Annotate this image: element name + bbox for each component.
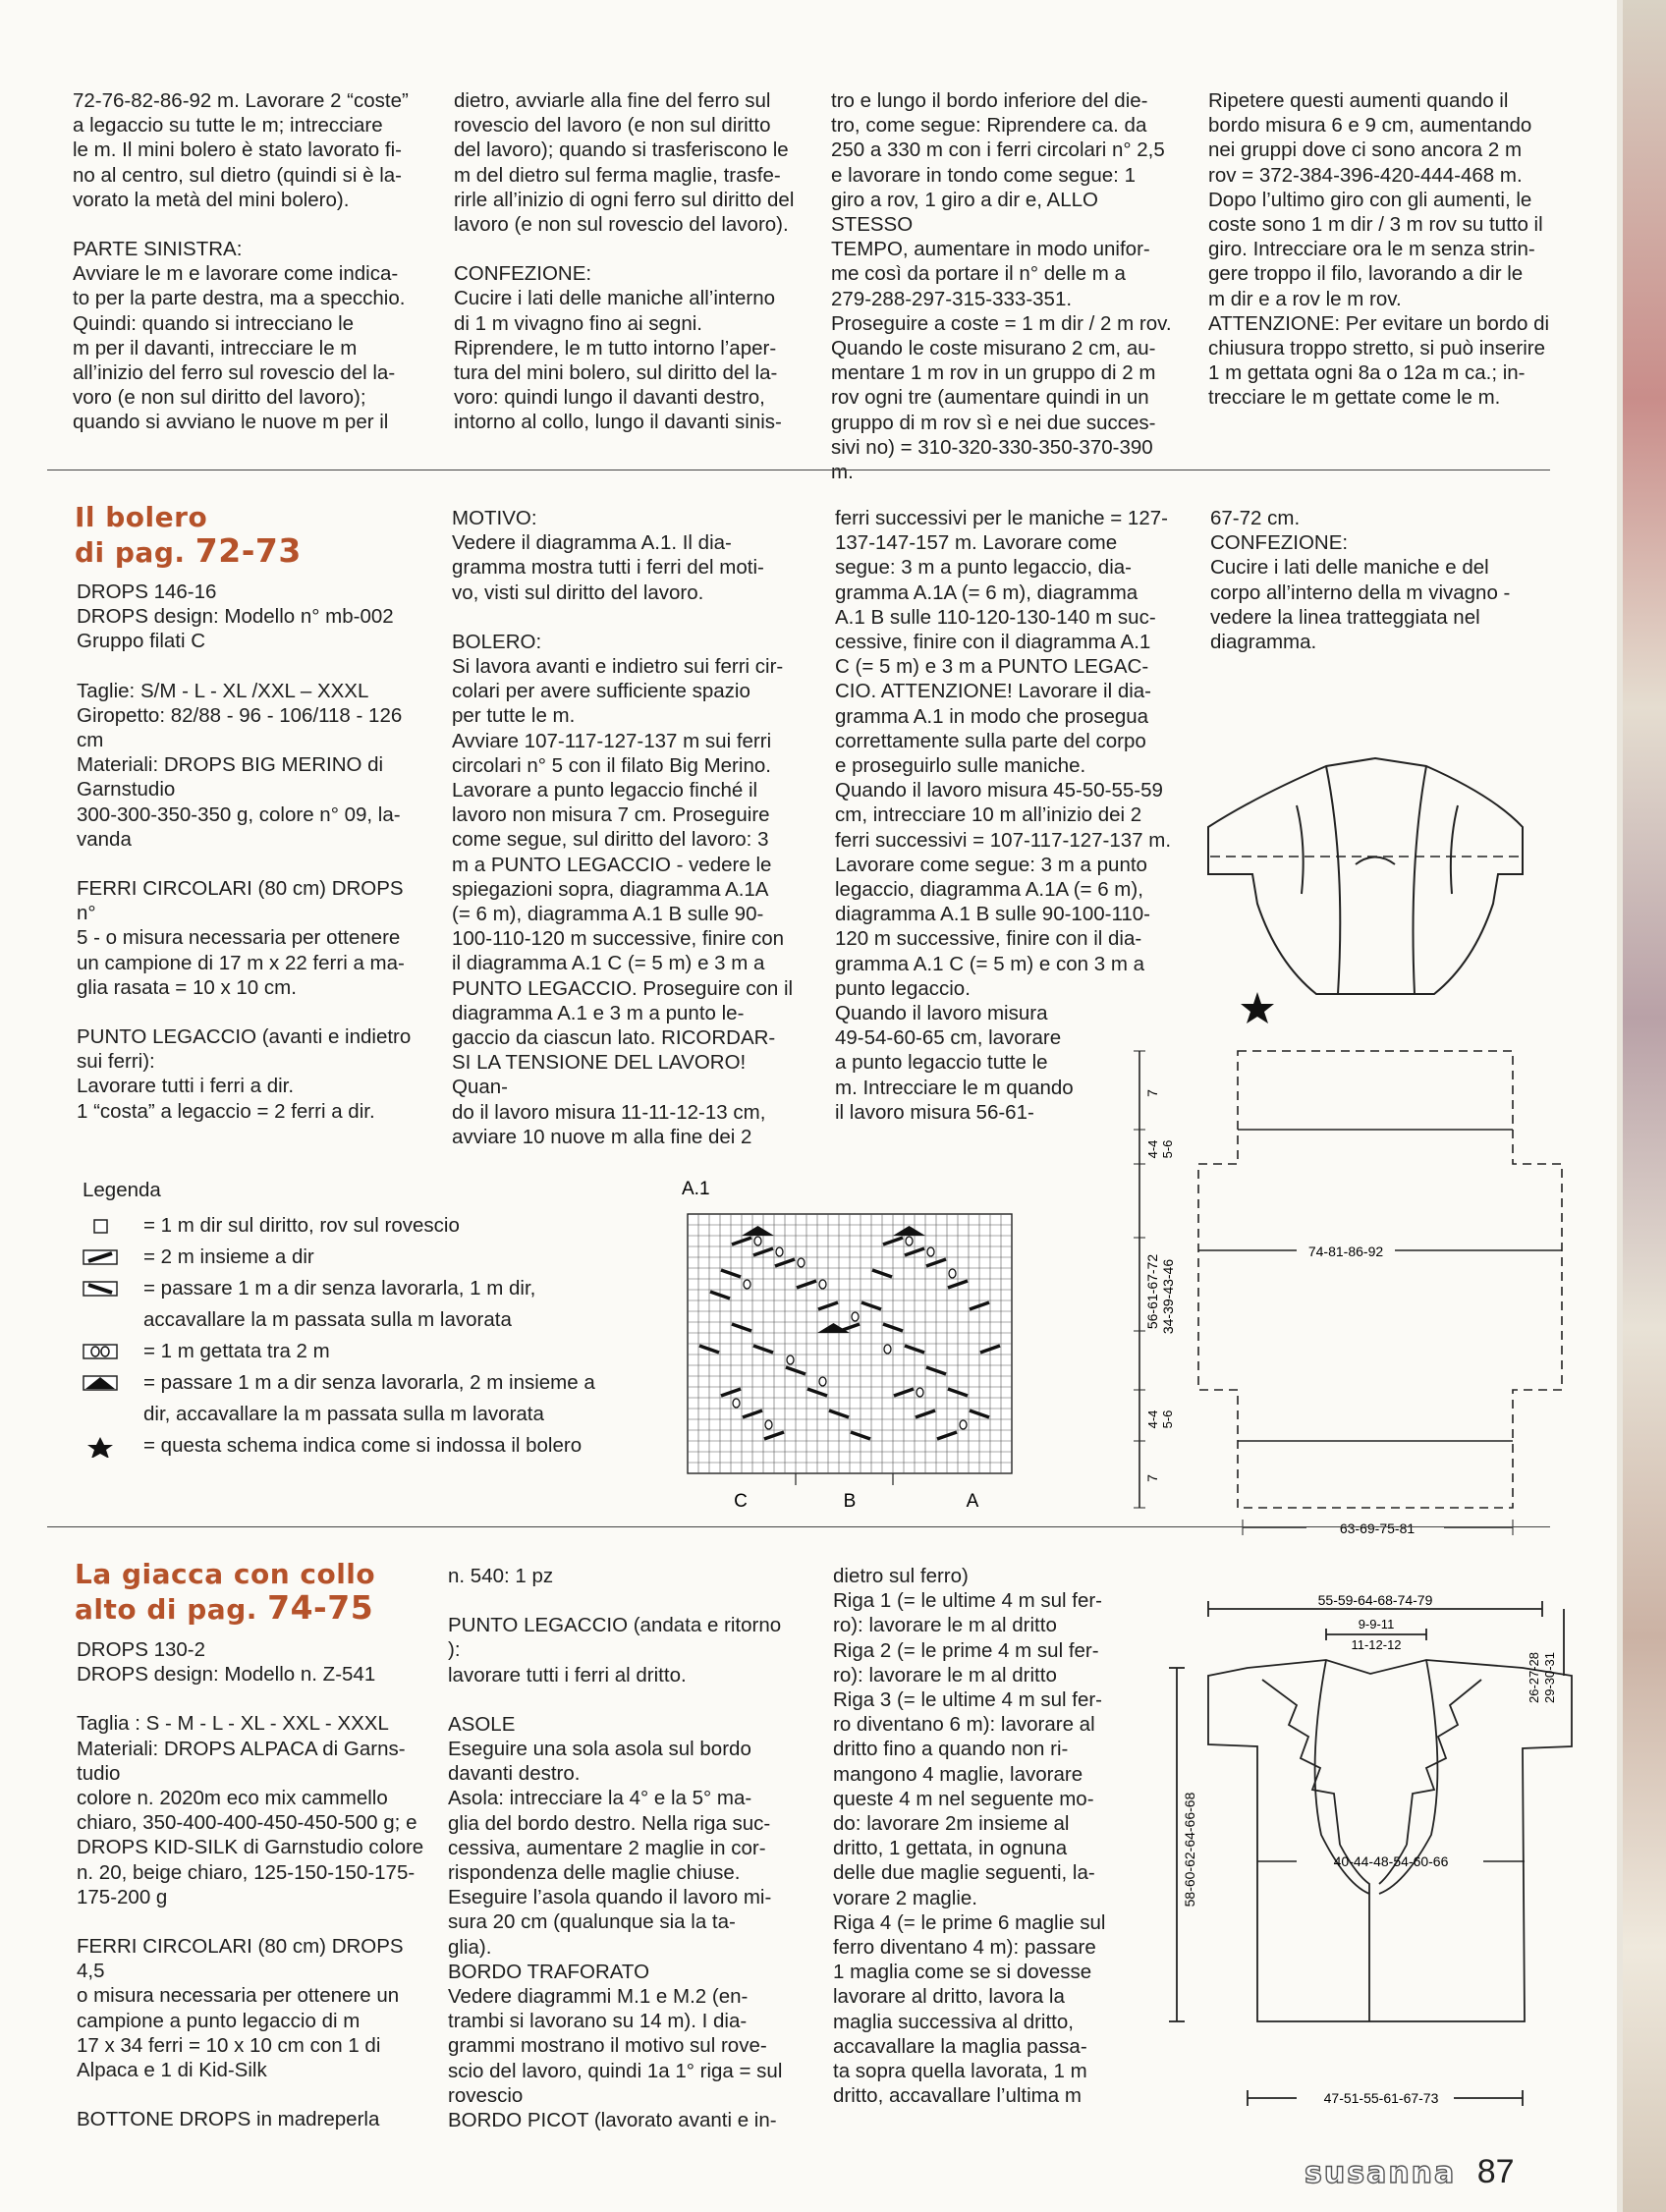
text-line: legaccio, diagramma A.1A (= 6 m), [835,878,1143,902]
giacca-column-1 [77,1637,426,2131]
text-line: CIO. ATTENZIONE! Lavorare il dia- [835,680,1152,703]
text-line: m a PUNTO LEGACCIO - vedere le [452,853,772,876]
text-line: delle due maglie seguenti, la- [833,1861,1095,1885]
text-line: scio del lavoro, quindi 1a 1° riga = sul [448,2059,783,2082]
text-line [448,1687,798,1712]
text-line: gramma A.1 in modo che prosegua [835,704,1149,728]
bolero-side-56-top: 5-6 [1160,1139,1175,1159]
text-line: nei gruppi dove ci sono ancora 2 m [1208,138,1523,162]
text-line: CONFEZIONE: [454,262,592,286]
text-line: BOTTONE DROPS in madreperla [77,2108,380,2131]
text-line: A.1 B sulle 110-120-130-140 m suc- [835,605,1156,629]
text-line: m. Intrecciare le m quando [835,1076,1074,1099]
text-line: sura 20 cm (qualunque sia la ta- [448,1910,736,1934]
text-line: corpo all’interno della m vivagno - [1210,581,1511,604]
text-line: 279-288-297-315-333-351. [831,287,1073,310]
text-line [77,1909,426,1934]
chart-a1-label-b: B [843,1491,857,1512]
text-line: Riga 4 (= le prime 6 maglie sul [833,1910,1106,1934]
text-line: 17 x 34 ferri = 10 x 10 cm con 1 di [77,2033,381,2057]
text-line: BORDO TRAFORATO [448,1960,650,1983]
text-line: mentare 1 m rov in un gruppo di 2 m [831,361,1156,385]
text-line: Avviare le m e lavorare come indica- [73,262,399,286]
text-line: rispondenza delle maglie chiuse. [448,1861,741,1885]
text-line: dietro, avviarle alla fine del ferro sul [454,89,771,112]
text-line: MOTIVO: [452,507,537,529]
text-line: Avviare 107-117-127-137 m sui ferri [452,729,772,752]
text-line: mangono 4 maglie, lavorare [833,1762,1083,1786]
text-line [77,852,426,876]
skpo-icon [83,1280,118,1298]
text-line: ferro diventano 4 m): passare [833,1936,1096,1960]
text-line: tro, come segue: Riprendere ca. da [831,114,1147,138]
text-line [454,237,804,261]
page-footer [1305,2153,1515,2191]
text-line: dritto, accavallare l’ultima m [833,2084,1082,2108]
bolero-side-56-bottom: 5-6 [1160,1410,1175,1429]
chart-a1-label-c: C [734,1491,748,1512]
giacca-title-line1: La giacca con collo [75,1558,376,1590]
text-line: 1 maglia come se si dovesse [833,1961,1092,1984]
section-divider-2 [47,1526,1550,1527]
giacca-top-width-label: 55-59-64-68-74-79 [1317,1592,1433,1608]
text-line: ATTENZIONE: Per evitare un bordo di [1208,311,1550,335]
text-line: del lavoro); quando si trasferiscono le [454,138,789,162]
text-line: Eseguire l’asola quando il lavoro mi- [448,1886,772,1909]
text-line: glia). [448,1935,492,1959]
giacca-neck-label-2: 11-12-12 [1351,1637,1402,1652]
bolero-column-3 [835,506,1185,1125]
text-line: DROPS 146-16 [77,581,217,603]
yarn-over-icon [83,1343,118,1360]
text-line: me così da portare il n° delle m a [831,262,1126,286]
yarn-over-mark [787,1355,794,1364]
legend-item-skpo: = passare 1 m a dir senza lavorarla, 1 m dir, [83,1273,595,1304]
legend [83,1175,595,1462]
text-line: davanti destro. [448,1762,581,1786]
text-line: Riga 3 (= le ultime 4 m sul fer- [833,1688,1102,1712]
text-line: il lavoro misura 56-61- [835,1100,1034,1124]
star-icon [1241,992,1274,1023]
bolero-title-line1: Il bolero [75,501,208,533]
text-line: DROPS KID-SILK di Garnstudio colore [77,1836,424,1859]
yarn-over-mark [949,1269,956,1278]
page-number: 87 [1476,2153,1515,2190]
bolero-title [75,501,302,570]
text-line [77,1687,426,1711]
text-line: chiaro, 350-400-400-450-450-500 g; e [77,1811,417,1835]
text-line: 120 m successive, finire con il dia- [835,927,1142,951]
sk2po-icon [83,1374,118,1392]
top-column-4 [1208,88,1558,411]
text-line: rovescio [448,2083,524,2107]
text-line: Ripetere questi aumenti quando il [1208,89,1509,112]
giacca-bottom-width-label: 47-51-55-61-67-73 [1323,2090,1439,2106]
text-line: cm [77,729,104,752]
text-line: Riprendere, le m tutto intorno l’aper- [454,336,777,359]
yarn-over-mark [819,1377,826,1386]
text-line: Taglia : S - M - L - XL - XXL - XXXL [77,1712,389,1736]
chart-a1 [678,1175,1031,1519]
bolero-bottom-label: 63-69-75-81 [1339,1521,1416,1536]
text-line: 5 - o misura necessaria per ottenere [77,926,401,950]
bolero-worn-diagram [1198,747,1532,1031]
text-line [448,1588,798,1613]
text-line: colore n. 2020m eco mix cammello [77,1787,388,1810]
text-line: 1 m gettata ogni 8a o 12a m ca.; in- [1208,361,1526,385]
yarn-over-mark [960,1420,967,1429]
yarn-over-mark [906,1237,913,1245]
text-line: a punto legaccio tutte le [835,1051,1048,1075]
text-line: per tutte le m. [452,704,576,728]
text-line: trambi si lavorano su 14 m). I dia- [448,2010,748,2033]
text-line: 67-72 cm. [1210,507,1301,529]
text-line: ro diventano 6 m): lavorare al [833,1713,1095,1737]
text-line: rov ogni tre (aumentare quindi in un [831,386,1149,410]
text-line: avviare 10 nuove m alla fine dei 2 [452,1125,752,1148]
text-line: Eseguire una sola asola sul bordo [448,1738,751,1761]
giacca-schematic [1159,1589,1582,2139]
text-line: vanda [77,827,132,851]
text-line [77,2082,426,2107]
magazine-brand: susanna [1305,2156,1457,2190]
text-line: lavoro (e non sul rovescio del lavoro). [454,213,789,237]
text-line: voro (e non sul diritto del lavoro); [73,386,366,410]
text-line: Dopo l’ultimo giro con gli aumenti, le [1208,188,1532,211]
text-line: 1 “costa” a legaccio = 2 ferri a dir. [77,1099,375,1123]
text-line [73,212,422,237]
text-line: trecciare le m gettate come le m. [1208,386,1501,410]
text-line: lavorare tutti i ferri al dritto. [448,1663,687,1687]
text-line: diagramma. [1210,631,1317,654]
bolero-side-mid-label: 34-39-43-46 [1160,1258,1176,1335]
star-icon [83,1434,118,1458]
text-line: rirle all’inizio di ogni ferro sul diritto del [454,188,795,211]
text-line: lavorare al dritto, lavora la [833,1985,1065,2009]
text-line: Taglie: S/M - L - XL /XXL – XXXL [77,679,369,702]
text-line: vo, visti sul diritto del lavoro. [452,581,704,604]
legend-item-skpo-cont: accavallare la m passata sulla m lavorata [143,1308,512,1331]
text-line: PARTE SINISTRA: [73,238,243,261]
text-line: vedere la linea tratteggiata nel [1210,605,1480,629]
text-line: o misura necessaria per ottenere un [77,1984,400,2008]
text-line: 100-110-120 m successive, finire con [452,927,785,951]
text-line: m del dietro sul ferma maglie, trasfe- [454,163,781,187]
text-line: circolari n° 5 con il filato Big Merino. [452,753,771,777]
text-line: di 1 m vivagno fino ai segni. [454,311,702,335]
legend-item-yo: = 1 m gettata tra 2 m [83,1336,595,1367]
giacca-title-pages: 74-75 [267,1588,374,1627]
bolero-side-44-bottom: 4-4 [1145,1410,1160,1429]
bolero-title-line2: di pag. [75,536,186,569]
yarn-over-mark [916,1388,923,1397]
text-line: TEMPO, aumentare in modo unifor- [831,238,1150,261]
text-line: tro e lungo il bordo inferiore del die- [831,89,1148,112]
text-line: Gruppo filati C [77,630,206,653]
yarn-over-mark [754,1237,761,1245]
text-line: gaccio da ciascun lato. RICORDAR- [452,1026,776,1050]
text-line: a legaccio su tutte le m; intrecciare [73,114,383,138]
giacca-right-label-b: 29-30-31 [1542,1651,1557,1704]
text-line: sui ferri): [77,1050,155,1074]
text-line: vorare 2 maglie. [833,1886,977,1909]
text-line: diagramma A.1 B sulle 90-100-110- [835,903,1150,926]
giacca-column-2 [448,1564,798,2132]
yarn-over-mark [884,1345,891,1354]
legend-item-sk2po: = passare 1 m a dir senza lavorarla, 2 m insieme a [83,1367,595,1399]
bolero-title-pages: 72-73 [194,531,302,570]
chart-a1-title: A.1 [682,1179,710,1199]
text-line: cessiva, aumentare 2 maglie in cor- [448,1836,766,1859]
text-line: glia del bordo destro. Nella riga suc- [448,1811,771,1835]
text-line: Quindi: quando si intrecciano le [73,311,355,335]
text-line: 72-76-82-86-92 m. Lavorare 2 “coste” [73,89,409,112]
text-line: rov = 372-384-396-420-444-468 m. [1208,163,1523,187]
text-line: come segue, sul diritto del lavoro: 3 [452,828,769,852]
bolero-side-44-top: 4-4 [1145,1139,1160,1159]
text-line: Quando le coste misurano 2 cm, au- [831,337,1156,360]
text-line: tudio [77,1761,121,1785]
bolero-side-total-label: 56-61-67-72 [1144,1253,1160,1330]
text-line: quando si avviano le nuove m per il [73,411,389,434]
giacca-right-label-a: 26-27-28 [1527,1651,1541,1704]
top-column-2 [454,88,804,435]
bolero-schematic [1130,1036,1572,1537]
text-line: coste sono 1 m dir / 3 m rov su tutto il [1208,213,1543,237]
giacca-title-line2: alto di pag. [75,1593,257,1626]
yarn-over-mark [819,1280,826,1289]
text-line: C (= 5 m) e 3 m a PUNTO LEGAC- [835,655,1149,679]
text-line: PUNTO LEGACCIO. Proseguire con il [452,976,794,1000]
page-edge-background [1623,0,1666,2212]
text-line: 175-200 g [77,1885,168,1908]
text-line: DROPS design: Modello n. Z-541 [77,1663,376,1687]
text-line: diagramma A.1 e 3 m a punto le- [452,1001,745,1024]
text-line: giro a rov, 1 giro a dir e, ALLO STESSO [831,188,1098,237]
text-line: rovescio del lavoro (e non sul diritto [454,114,771,138]
text-line: m per il davanti, intrecciare le m [73,336,358,359]
k2tog-icon [83,1248,118,1266]
text-line: intorno al collo, lungo il davanti sinis- [454,411,782,434]
text-line: gramma mostra tutti i ferri del moti- [452,556,764,580]
text-line: DROPS 130-2 [77,1638,206,1661]
text-line: ferri successivi per le maniche = 127- [835,507,1168,529]
text-line: il diagramma A.1 C (= 5 m) e 3 m a [452,952,765,975]
text-line: Cucire i lati delle maniche e del [1210,556,1489,580]
text-line: Quando il lavoro misura [835,1002,1048,1025]
text-line: Lavorare come segue: 3 m a punto [835,853,1147,876]
legend-item-knit: = 1 m dir sul diritto, rov sul rovescio [83,1210,595,1242]
text-line: Alpaca e 1 di Kid-Silk [77,2059,267,2082]
text-line: CONFEZIONE: [1210,531,1349,555]
text-line: Garnstudio [77,778,176,802]
text-line: accavallare la maglia passa- [833,2034,1087,2058]
text-line: Riga 1 (= le ultime 4 m sul fer- [833,1589,1102,1613]
yarn-over-mark [765,1420,772,1429]
text-line: spiegazioni sopra, diagramma A.1A [452,877,769,901]
text-line: Lavorare tutti i ferri a dir. [77,1075,295,1098]
text-line: to per la parte destra, ma a specchio. [73,287,406,310]
yarn-over-mark [744,1280,750,1289]
text-line: correttamente sulla parte del corpo [835,729,1146,752]
text-line: voro: quindi lungo il davanti destro, [454,386,765,410]
text-line: all’inizio del ferro sul rovescio del la- [73,361,396,385]
text-line: ta sopra quella lavorata, 1 m [833,2060,1087,2083]
text-line: glia rasata = 10 x 10 cm. [77,975,297,999]
yarn-over-mark [733,1399,740,1408]
text-line: dietro sul ferro) [833,1565,969,1587]
text-line: ro): lavorare le m al dritto [833,1663,1057,1687]
text-line: Vedere il diagramma A.1. Il dia- [452,531,732,555]
text-line: ferri successivi = 107-117-127-137 m. [835,828,1172,852]
top-column-3 [831,88,1181,484]
text-line: queste 4 m nel seguente mo- [833,1787,1094,1810]
text-line: (= 6 m), diagramma A.1 B sulle 90- [452,903,764,926]
text-line: lavoro non misura 7 cm. Proseguire [452,803,770,827]
bolero-side-7-top: 7 [1144,1089,1160,1097]
text-line: SI LA TENSIONE DEL LAVORO! Quan- [452,1051,747,1099]
text-line: vorato la metà del mini bolero). [73,188,350,211]
bolero-column-1 [77,580,426,1124]
giacca-left-total-label: 58-60-62-64-66-68 [1182,1792,1197,1908]
text-line [452,605,802,630]
bolero-column-4 [1210,506,1560,654]
text-line [77,654,426,679]
bolero-column-2 [452,506,802,1149]
text-line: gramma A.1A (= 6 m), diagramma [835,581,1138,604]
text-line: campione a punto legaccio di m [77,2009,361,2032]
text-line: gruppo di m rov sì e nei due succes- [831,411,1156,434]
yarn-over-mark [852,1312,859,1321]
text-line: Asola: intrecciare la 4° e la 5° ma- [448,1787,752,1810]
text-line: e proseguirlo sulle maniche. [835,754,1086,778]
text-line: 300-300-350-350 g, colore n° 09, la- [77,802,401,826]
chart-a1-label-a: A [966,1491,979,1512]
text-line: segue: 3 m a punto legaccio, dia- [835,556,1132,580]
text-line: tura del mini bolero, sul diritto del la- [454,361,778,385]
text-line: Lavorare a punto legaccio finché il [452,779,758,802]
legend-item-k2tog: = 2 m insieme a dir [83,1242,595,1273]
top-column-1 [73,88,422,435]
text-line: un campione di 17 m x 22 ferri a ma- [77,951,405,974]
legend-title: Legenda [83,1179,161,1201]
yarn-over-mark [776,1247,783,1256]
bolero-side-7-bottom: 7 [1144,1474,1160,1482]
text-line: maglia successiva al dritto, [833,2010,1074,2033]
text-line: Cucire i lati delle maniche all’interno [454,287,776,310]
text-line: no al centro, sul dietro (quindi si è la- [73,163,403,187]
text-line: dritto fino a quando non ri- [833,1738,1069,1761]
text-line: colari per avere sufficiente spazio [452,680,750,703]
text-line: gere troppo il filo, lavorando a dir le [1208,262,1524,286]
text-line: 250 a 330 m con i ferri circolari n° 2,5 [831,138,1165,162]
text-line: 137-147-157 m. Lavorare come [835,531,1118,555]
text-line: do il lavoro misura 11-11-12-13 cm, [452,1100,766,1124]
text-line: gramma A.1 C (= 5 m) e con 3 m a [835,952,1145,975]
text-line: PUNTO LEGACCIO (avanti e indietro [77,1025,412,1049]
text-line: ASOLE [448,1712,516,1736]
chart-a1-grid [688,1214,1012,1485]
yarn-over-mark [798,1258,805,1267]
text-line: grammi mostrano il motivo sul rove- [448,2034,767,2058]
legend-item-sk2po-cont: dir, accavallare la m passata sulla m lavorata [143,1403,544,1425]
text-line: bordo misura 6 e 9 cm, aumentando [1208,114,1532,138]
text-line: n. 540: 1 pz [448,1565,554,1587]
text-line: giro. Intrecciare ora le m senza strin- [1208,238,1535,261]
text-line: Proseguire a coste = 1 m dir / 2 m rov. [831,311,1172,335]
text-line: DROPS design: Modello n° mb-002 [77,605,394,629]
giacca-column-3 [833,1564,1128,2108]
text-line: cessive, finire con il diagramma A.1 [835,631,1151,654]
legend-item-star: = questa schema indica come si indossa il bolero [83,1430,595,1462]
text-line [77,1000,426,1024]
giacca-title [75,1558,375,1627]
text-line: sivi no) = 310-320-330-350-370-390 m. [831,435,1153,484]
yarn-over-mark [927,1247,934,1256]
text-line: dritto, 1 gettata, in ognuna [833,1837,1068,1860]
text-line: cm, intrecciare 10 m all’inizio dei 2 [835,803,1142,827]
text-line: m dir e a rov le m rov. [1208,287,1402,310]
text-line: punto legaccio. [835,976,971,1000]
text-line: le m. Il mini bolero è stato lavorato fi- [73,138,402,162]
empty-square-icon [83,1217,118,1235]
text-line: 49-54-60-65 cm, lavorare [835,1026,1062,1050]
giacca-mid-width-label: 40-44-48-54-60-66 [1333,1853,1449,1869]
text-line: do: lavorare 2m insieme al [833,1812,1070,1836]
text-line: ro): lavorare le m al dritto [833,1614,1057,1637]
text-line: Giropetto: 82/88 - 96 - 106/118 - 126 [77,703,403,727]
text-line: BOLERO: [452,630,542,653]
text-line: Vedere diagrammi M.1 e M.2 (en- [448,1985,749,2009]
text-line: chiusura troppo stretto, si può inserire [1208,337,1545,360]
text-line: Materiali: DROPS BIG MERINO di [77,753,384,777]
text-line: FERRI CIRCOLARI (80 cm) DROPS 4,5 [77,1935,404,1983]
text-line: n. 20, beige chiaro, 125-150-150-175- [77,1860,416,1884]
text-line: Riga 2 (= le prime 4 m sul fer- [833,1638,1099,1662]
text-line: FERRI CIRCOLARI (80 cm) DROPS n° [77,877,404,925]
text-line: PUNTO LEGACCIO (andata e ritorno ): [448,1614,782,1662]
text-line: Quando il lavoro misura 45-50-55-59 [835,779,1163,802]
text-line: Si lavora avanti e indietro sui ferri cir- [452,655,784,679]
text-line: e lavorare in tondo come segue: 1 [831,163,1136,187]
text-line: Materiali: DROPS ALPACA di Garns- [77,1737,406,1760]
text-line: BORDO PICOT (lavorato avanti e in- [448,2109,777,2132]
bolero-width-label: 74-81-86-92 [1307,1244,1384,1259]
giacca-neck-label-1: 9-9-11 [1358,1617,1395,1631]
